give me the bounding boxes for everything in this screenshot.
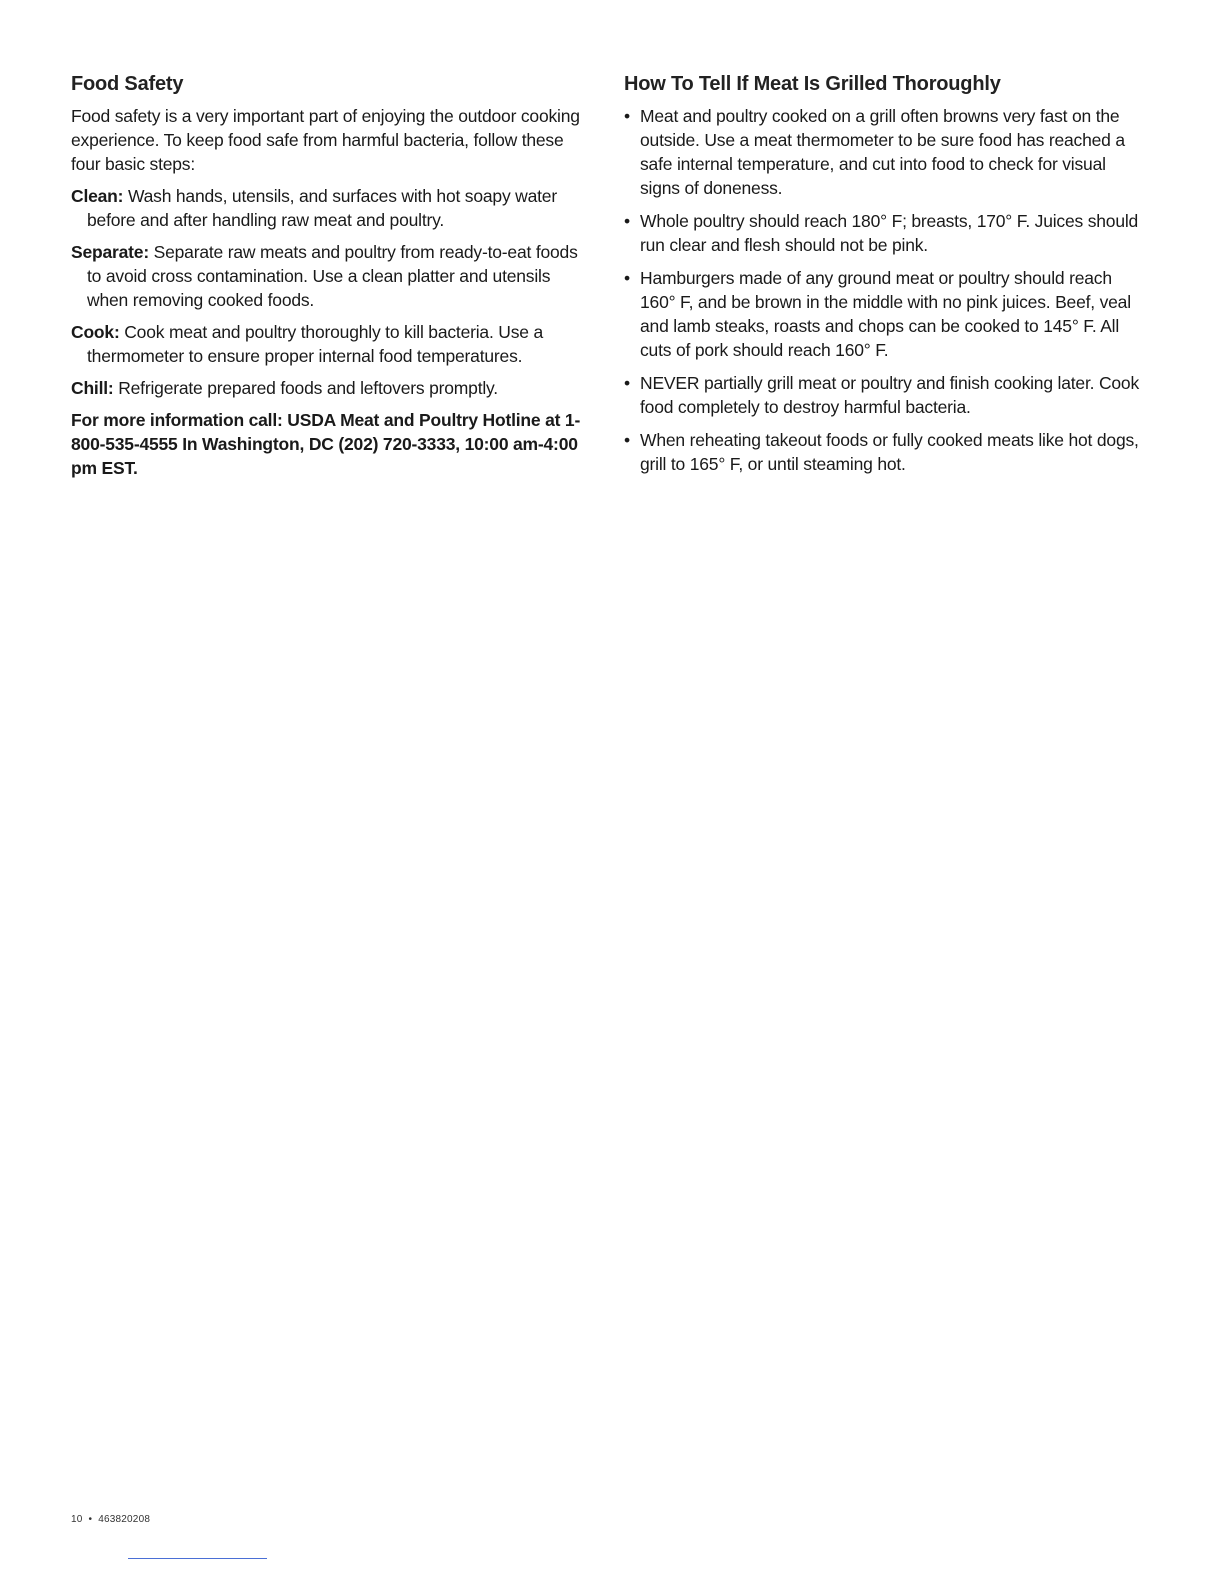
bullet-text: NEVER partially grill meat or poultry and finish cooking later. Cook food completely to destroy harmful bacteria. [640, 373, 1139, 417]
bullet-icon: • [624, 211, 630, 231]
step-label: Chill: [71, 378, 114, 398]
page-footer [71, 1514, 150, 1525]
step-text: Wash hands, utensils, and surfaces with hot soapy water before and after handling raw meat and poultry. [87, 186, 557, 230]
document-id: 463820208 [98, 1514, 151, 1525]
step-separate [71, 240, 591, 312]
bullet-text: When reheating takeout foods or fully cooked meats like hot dogs, grill to 165° F, or until steaming hot. [640, 430, 1139, 474]
list-item [624, 428, 1149, 476]
food-safety-intro: Food safety is a very important part of enjoying the outdoor cooking experience. To keep food safe from harmful bacteria, follow these four basic steps: [71, 106, 580, 174]
bottom-divider-line [128, 1558, 267, 1559]
step-text: Separate raw meats and poultry from ready-to-eat foods to avoid cross contamination. Use a clean platter and utensils when removing cooked foods. [87, 242, 578, 310]
step-text: Refrigerate prepared foods and leftovers promptly. [113, 378, 498, 398]
footer-separator: • [88, 1514, 93, 1525]
bullet-icon: • [624, 373, 630, 393]
bullet-icon: • [624, 430, 630, 450]
bullet-text: Hamburgers made of any ground meat or poultry should reach 160° F, and be brown in the middle with no pink juices. Beef, veal and lamb steaks, roasts and chops can be cooked to 145° F. All cuts of pork should reach 160° F. [640, 268, 1131, 360]
grilled-title: How To Tell If Meat Is Grilled Thoroughly [624, 73, 1001, 95]
list-item [624, 209, 1149, 257]
bullet-text: Whole poultry should reach 180° F; breasts, 170° F. Juices should run clear and flesh should not be pink. [640, 211, 1139, 255]
bullet-icon: • [624, 106, 630, 126]
bullet-text: Meat and poultry cooked on a grill often browns very fast on the outside. Use a meat thermometer to be sure food has reached a safe internal temperature, and cut into food to check for visual signs of doneness. [640, 106, 1125, 198]
grilled-section [624, 70, 1149, 485]
step-cook [71, 320, 591, 368]
hotline-info: For more information call: USDA Meat and Poultry Hotline at 1-800-535-4555 In Washington, DC (202) 720-3333, 10:00 am-4:00 pm EST. [71, 410, 581, 478]
step-text: Cook meat and poultry thoroughly to kill bacteria. Use a thermometer to ensure proper internal food temperatures. [87, 322, 543, 366]
list-item [624, 104, 1149, 200]
food-safety-section [71, 70, 591, 480]
food-safety-title: Food Safety [71, 73, 184, 95]
page-number: 10 [71, 1514, 83, 1525]
grilled-bullet-list [624, 104, 1149, 476]
step-label: Cook: [71, 322, 120, 342]
step-clean [71, 184, 591, 232]
list-item [624, 371, 1149, 419]
list-item [624, 266, 1149, 362]
step-label: Separate: [71, 242, 149, 262]
bullet-icon: • [624, 268, 630, 288]
step-label: Clean: [71, 186, 124, 206]
step-chill [71, 376, 591, 400]
